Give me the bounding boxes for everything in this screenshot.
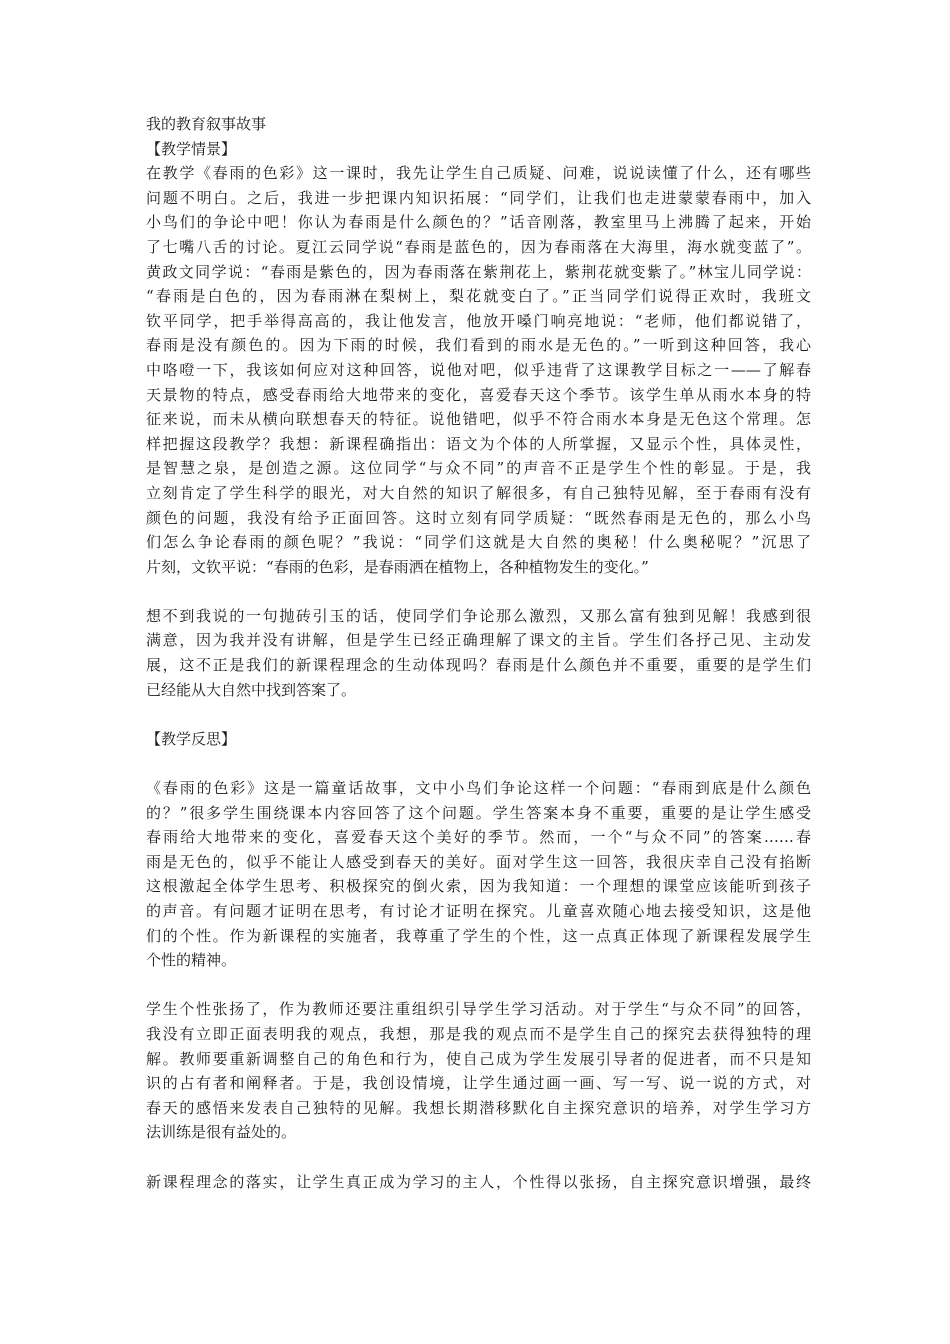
text-line: 解。教师要重新调整自己的角色和行为，使自己成为学生发展引导者的促进者，而不只是知 [146,1049,811,1068]
text-line: 的声音。有问题才证明在思考，有讨论才证明在探究。儿童喜欢随心地去接受知识，这是他 [146,902,811,920]
document-title: 我的教育叙事故事 [146,115,267,133]
text-line: 个性的精神。 [146,951,237,970]
text-line: 春雨给大地带来的变化，喜爱春天这个美好的季节。然而，一个“与众不同”的答案……春 [146,828,811,847]
document-page [146,112,811,1194]
text-line: 黄政文同学说：“春雨是紫色的，因为春雨落在紫荆花上，紫荆花就变紫了。”林宝儿同学说： [146,262,811,281]
text-line: 中咯噔一下，我该如何应对这种回答，说他对吧，似乎违背了这课教学目标之一——了解春 [146,360,811,379]
text-line: 学生个性张扬了，作为教师还要注重组织引导学生学习活动。对于学生“与众不同”的回答， [146,1000,811,1019]
text-line: 问题不明白。之后，我进一步把课内知识拓展：“同学们，让我们也走进蒙蒙春雨中，加入 [146,188,811,207]
text-line: 钦平同学，把手举得高高的，我让他发言，他放开嗓门响亮地说：“老师，他们都说错了， [146,311,811,330]
text-line: 天景物的特点，感受春雨给大地带来的变化，喜爱春天这个季节。该学生单从雨水本身的特 [146,385,811,404]
paragraph-1 [146,161,811,579]
paragraph-4 [146,997,811,1145]
text-line: 们怎么争论春雨的颜色呢？”我说：“同学们这就是大自然的奥秘！什么奥秘呢？”沉思了 [146,533,811,552]
text-line: “春雨是白色的，因为春雨淋在梨树上，梨花就变白了。”正当同学们说得正欢时，我班文 [146,287,811,306]
text-line: 立刻肯定了学生科学的眼光，对大自然的知识了解很多，有自己独特见解，至于春雨有没有 [146,483,811,502]
paragraph-5 [146,1170,811,1195]
text-line: 满意，因为我并没有讲解，但是学生已经正确理解了课文的主旨。学生们各抒己见、主动发 [146,631,811,650]
text-line: 春天的感悟来发表自己独特的见解。我想长期潜移默化自主探究意识的培养，对学生学习方 [146,1098,811,1117]
text-line: 们的个性。作为新课程的实施者，我尊重了学生的个性，这一点真正体现了新课程发展学生 [146,926,811,945]
section-heading-teaching-scenario: 【教学情景】 [146,139,237,158]
text-line: 的？”很多学生围绕课本内容回答了这个问题。学生答案本身不重要，重要的是让学生感受 [146,803,811,822]
text-line: 想不到我说的一句抛砖引玉的话，使同学们争论那么激烈，又那么富有独到见解！我感到很 [146,606,811,625]
text-line: 识的占有者和阐释者。于是，我创设情境，让学生通过画一画、写一写、说一说的方式，对 [146,1074,811,1093]
text-line: 在教学《春雨的色彩》这一课时，我先让学生自己质疑、问难，说说读懂了什么，还有哪些 [146,164,811,183]
text-line: 片刻，文钦平说：“春雨的色彩，是春雨洒在植物上，各种植物发生的变化。” [146,557,649,576]
text-line: 颜色的问题，我没有给予正面回答。这时立刻有同学质疑：“既然春雨是无色的，那么小鸟 [146,508,811,527]
text-line: 新课程理念的落实，让学生真正成为学习的主人，个性得以张扬，自主探究意识增强，最终 [146,1172,811,1191]
section-heading-teaching-reflection: 【教学反思】 [146,729,237,748]
text-line: 已经能从大自然中找到答案了。 [146,680,357,699]
text-line: 我没有立即正面表明我的观点，我想，那是我的观点而不是学生自己的探究去获得独特的理 [146,1024,811,1043]
text-line: 这根激起全体学生思考、积极探究的倒火索，因为我知道：一个理想的课堂应该能听到孩子 [146,877,811,896]
paragraph-2 [146,604,811,702]
text-line: 征来说，而未从横向联想春天的特征。说他错吧，似乎不符合雨水本身是无色这个常理。怎 [146,410,811,429]
text-line: 小鸟们的争论中吧！你认为春雨是什么颜色的？”话音刚落，教室里马上沸腾了起来，开始 [146,213,811,232]
text-line: 《春雨的色彩》这是一篇童话故事，文中小鸟们争论这样一个问题：“春雨到底是什么颜色 [146,779,811,798]
text-line: 春雨是没有颜色的。因为下雨的时候，我们看到的雨水是无色的。”一听到这种回答，我心 [146,336,811,355]
text-line: 法训练是很有益处的。 [146,1123,297,1142]
text-line: 了七嘴八舌的讨论。夏江云同学说“春雨是蓝色的，因为春雨落在大海里，海水就变蓝了”。 [146,237,811,256]
text-line: 雨是无色的，似乎不能让人感受到春天的美好。面对学生这一回答，我很庆幸自己没有掐断 [146,852,811,871]
text-line: 样把握这段教学？我想：新课程确指出：语文为个体的人所掌握，又显示个性，具体灵性， [146,434,811,453]
text-line: 展，这不正是我们的新课程理念的生动体现吗？春雨是什么颜色并不重要，重要的是学生们 [146,656,811,675]
text-line: 是智慧之泉，是创造之源。这位同学“与众不同”的声音不正是学生个性的彰显。于是，我 [146,459,811,478]
paragraph-3 [146,776,811,973]
